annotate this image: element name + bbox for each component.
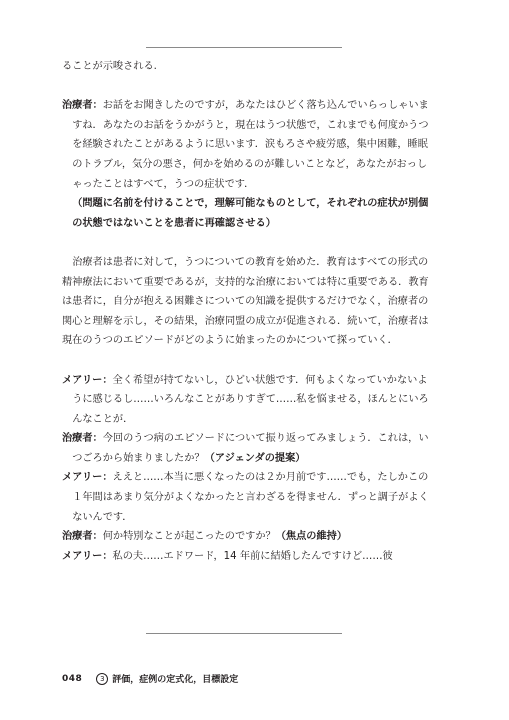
speech-text: 今回のうつ病のエピソードについて振り返ってみましょう．これは，いつごろから始まりましたか？ <box>72 433 429 464</box>
speech-text: 何か特別なことが起こったのですか？ <box>102 531 276 543</box>
top-rule <box>146 47 342 48</box>
speaker-label: メアリー： <box>62 374 113 386</box>
chapter-number-badge: 3 <box>96 673 108 685</box>
speaker-label: 治療者： <box>62 433 103 445</box>
speaker-label: 治療者： <box>62 531 103 543</box>
dialogue-line <box>62 527 434 547</box>
annotation-note: （アジェンダの提案） <box>204 452 306 464</box>
dialogue-line <box>62 371 434 430</box>
page-footer <box>62 672 238 685</box>
dialogue-line <box>62 547 434 567</box>
speaker-label: メアリー： <box>62 550 113 562</box>
speech-text: 全く希望が持てないし，ひどい状態です．何もよくなっていかないように感じるし……いろんなことがありすぎて……私を悩ませる，ほんとにいろんなことが． <box>72 374 429 425</box>
page-number: 048 <box>62 673 83 684</box>
speech-text: お話をお聞きしたのですが，あなたはひどく落ち込んでいらっしゃいますね．あなたのお話をうかがうと，現在はうつ状態で，これまでも何度かうつを経験されたことがあるように思います．涙もろさや疲労感，集中困難，睡眠のトラブル，気分の悪さ，何かを始めるのが難しいことなど，あなたがおっしゃったことはすべて，うつの症状です． <box>72 100 429 190</box>
page-body <box>62 57 434 566</box>
dialogue-line <box>62 429 434 468</box>
annotation-note: （焦点の維持） <box>275 531 348 543</box>
continued-line: ることが示唆される. <box>62 61 157 72</box>
body-paragraph: 治療者は患者に対して，うつについての教育を始めた．教育はすべての形式の精神療法において重要であるが，支持的な治療においては特に重要である．教育は患者に，自分が抱える困難さについての知識を提供するだけでなく，治療者の関心と理解を示し，その結果，治療同盟の成立が促進される．続いて，治療者は現在のうつのエピソードがどのように始まったのかについて探っていく． <box>62 256 429 347</box>
bottom-rule <box>146 633 342 634</box>
speaker-label: メアリー： <box>62 472 113 484</box>
speech-text: 私の夫……エドワード，14 年前に結婚したんですけど……彼 <box>112 550 393 562</box>
annotation-note: （問題に名前を付けることで，理解可能なものとして，それぞれの症状が別個の状態ではないことを患者に再確認させる） <box>72 198 429 229</box>
dialogue-line <box>62 468 434 527</box>
dialogue-block-therapist <box>62 96 434 233</box>
speech-text: ええと……本当に悪くなったのは２か月前です……でも，たしかこの１年間はあまり気分がよくなかったと言わざるを得ません．ずっと調子がよくないんです． <box>72 472 429 523</box>
chapter-title: 評価，症例の定式化，目標設定 <box>112 675 239 685</box>
speaker-label: 治療者： <box>62 100 103 112</box>
